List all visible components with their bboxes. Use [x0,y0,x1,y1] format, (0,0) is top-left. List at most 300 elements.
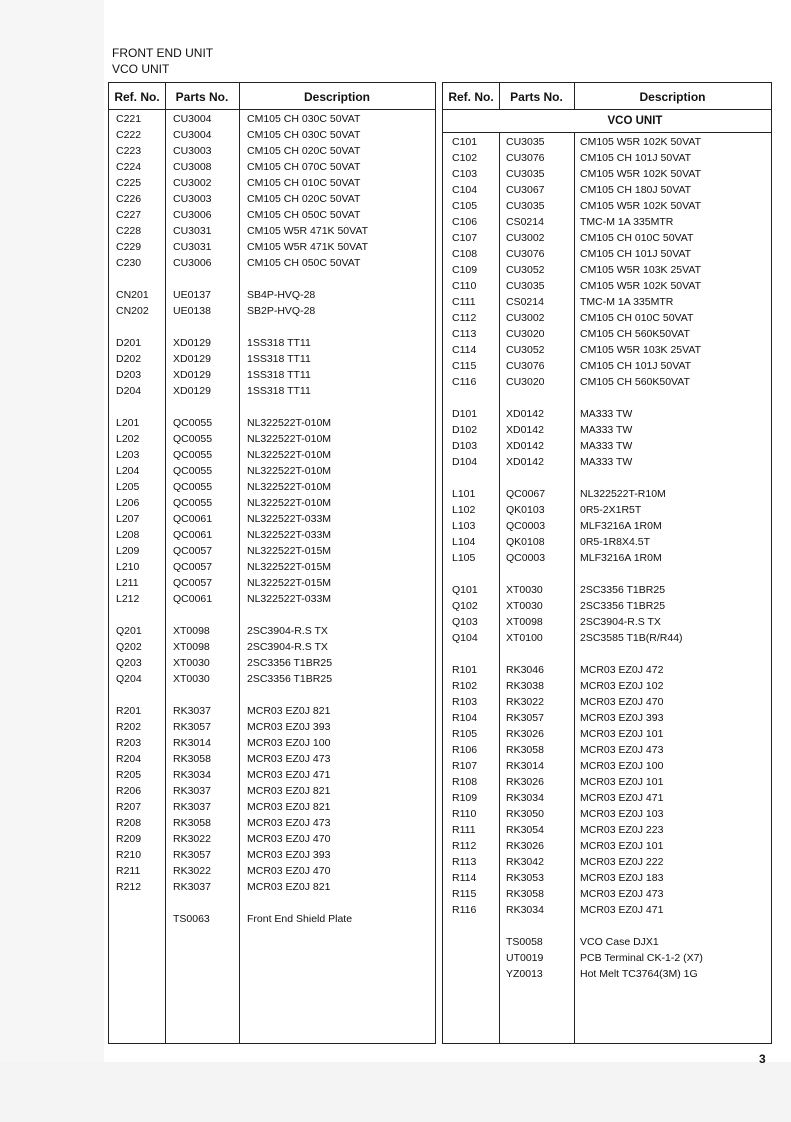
part-number-cell: RK3038 [506,680,544,692]
part-number-cell: RK3053 [506,872,544,884]
description-cell: CM105 W5R 103K 25VAT [580,344,701,356]
ref-cell: D201 [116,337,142,349]
description-cell: CM105 W5R 471K 50VAT [247,225,368,237]
table-row [443,198,771,214]
part-number-cell: CU3004 [173,113,212,125]
table-row [443,582,771,598]
part-number-cell: QC0055 [173,449,213,461]
ref-cell: L208 [116,529,140,541]
ref-cell: Q202 [116,641,142,653]
table-row [443,470,771,486]
table-row [109,607,435,623]
part-number-cell: CU3052 [506,264,545,276]
ref-cell: L210 [116,561,140,573]
parts-list [443,134,771,982]
ref-cell: R105 [452,728,478,740]
part-number-cell: QK0108 [506,536,545,548]
ref-cell: R116 [452,904,477,916]
ref-cell: C230 [116,257,142,269]
part-number-cell: XT0100 [506,632,543,644]
ref-cell: C114 [452,344,477,356]
table-row [443,278,771,294]
document-header [112,45,213,77]
parts-table-vco [442,82,772,1044]
part-number-cell: RK3037 [173,705,211,717]
ref-cell: R210 [116,849,142,861]
table-row [443,838,771,854]
ref-cell: R112 [452,840,477,852]
ref-cell: D202 [116,353,142,365]
description-cell: NL322522T-010M [247,417,332,429]
table-row [443,406,771,422]
scan-bottom-shade [0,1062,791,1122]
part-number-cell: RK3034 [506,792,544,804]
table-row [443,726,771,742]
table-row [443,806,771,822]
part-number-cell: RK3037 [173,801,211,813]
part-number-cell: CU3076 [506,152,545,164]
ref-cell: R115 [452,888,477,900]
ref-cell: R203 [116,737,142,749]
ref-cell: D203 [116,369,142,381]
part-number-cell: RK3037 [173,881,211,893]
table-row [109,639,435,655]
part-number-cell: RK3022 [173,865,211,877]
vco-section-title: VCO UNIT [499,110,771,132]
description-cell: MCR03 EZ0J 100 [247,737,331,749]
ref-cell: Q204 [116,673,142,685]
description-cell: 1SS318 TT11 [247,353,311,365]
table-row [109,207,435,223]
section-divider [443,132,771,133]
description-cell: CM105 W5R 102K 50VAT [580,280,701,292]
description-cell: MA333 TW [580,424,633,436]
ref-cell: C103 [452,168,478,180]
ref-cell: C221 [116,113,142,125]
table-row [443,566,771,582]
ref-cell: D204 [116,385,142,397]
description-cell: MCR03 EZ0J 471 [247,769,331,781]
table-row [443,646,771,662]
description-cell: CM105 W5R 103K 25VAT [580,264,701,276]
part-number-cell: RK3026 [506,776,544,788]
part-number-cell: CU3008 [173,161,212,173]
ref-cell: R209 [116,833,142,845]
part-number-cell: CU3002 [506,312,545,324]
description-cell: MCR03 EZ0J 473 [247,753,331,765]
page-number: 3 [759,1052,766,1066]
ref-cell: L202 [116,433,140,445]
description-cell: NL322522T-010M [247,465,332,477]
col-header-description: Description [303,90,370,104]
ref-cell: R104 [452,712,478,724]
table-row [443,374,771,390]
table-row [443,310,771,326]
table-row [443,854,771,870]
description-cell: MCR03 EZ0J 393 [247,721,331,733]
scan-edge-shade [0,0,104,1122]
description-cell: TMC-M 1A 335MTR [580,216,674,228]
table-row [109,671,435,687]
ref-cell: C101 [452,136,478,148]
ref-cell: C111 [452,296,476,308]
description-cell: CM105 CH 101J 50VAT [580,152,692,164]
table-row [109,815,435,831]
description-cell: SB4P-HVQ-28 [247,289,316,301]
ref-cell: L203 [116,449,140,461]
table-row [109,287,435,303]
part-number-cell: CU3031 [173,241,212,253]
description-cell: NL322522T-010M [247,497,332,509]
part-number-cell: XD0129 [173,337,211,349]
part-number-cell: XD0142 [506,408,544,420]
ref-cell: Q203 [116,657,142,669]
table-row [443,150,771,166]
description-cell: CM105 CH 560K50VAT [580,328,690,340]
table-row [443,614,771,630]
description-cell: CM105 CH 180J 50VAT [580,184,692,196]
table-row [443,934,771,950]
ref-cell: C104 [452,184,478,196]
description-cell: TMC-M 1A 335MTR [580,296,674,308]
description-cell: 1SS318 TT11 [247,385,311,397]
description-cell: MCR03 EZ0J 821 [247,785,331,797]
ref-cell: L204 [116,465,140,477]
table-row [109,335,435,351]
table-row [109,511,435,527]
description-cell: NL322522T-033M [247,513,332,525]
ref-cell: R201 [116,705,142,717]
table-row [109,623,435,639]
description-cell: CM105 W5R 102K 50VAT [580,200,701,212]
part-number-cell: CU3076 [506,248,545,260]
table-row [109,255,435,271]
ref-cell: C106 [452,216,478,228]
ref-cell: R101 [452,664,478,676]
description-cell: 2SC3356 T1BR25 [580,584,666,596]
table-row [109,751,435,767]
description-cell: Front End Shield Plate [247,913,353,925]
part-number-cell: XT0030 [506,584,543,596]
ref-cell: Q104 [452,632,478,644]
description-cell: CM105 CH 030C 50VAT [247,129,361,141]
ref-cell: D103 [452,440,478,452]
part-number-cell: CU3006 [173,209,212,221]
description-cell: PCB Terminal CK-1-2 (X7) [580,952,703,964]
part-number-cell: QC0003 [506,552,546,564]
table-row [109,527,435,543]
description-cell: NL322522T-015M [247,561,332,573]
table-row [109,591,435,607]
table-row [109,879,435,895]
table-row [109,111,435,127]
description-cell: 2SC3356 T1BR25 [247,673,333,685]
part-number-cell: RK3022 [506,696,544,708]
description-cell: MCR03 EZ0J 821 [247,881,331,893]
table-row [443,358,771,374]
table-row [443,870,771,886]
part-number-cell: QC0055 [173,465,213,477]
description-cell: SB2P-HVQ-28 [247,305,316,317]
ref-cell: L104 [452,536,476,548]
description-cell: NL322522T-015M [247,545,332,557]
ref-cell: R206 [116,785,142,797]
table-row [109,783,435,799]
table-row [443,390,771,406]
description-cell: 2SC3904-R.S TX [247,625,328,637]
description-cell: CM105 CH 020C 50VAT [247,145,361,157]
table-row [443,662,771,678]
part-number-cell: CU3076 [506,360,545,372]
ref-cell: R204 [116,753,142,765]
part-number-cell: UT0019 [506,952,544,964]
description-cell: CM105 CH 010C 50VAT [580,312,694,324]
ref-cell: R109 [452,792,478,804]
ref-cell: CN201 [116,289,149,301]
ref-cell: R107 [452,760,478,772]
header-divider [109,109,435,110]
part-number-cell: QC0057 [173,577,213,589]
part-number-cell: RK3022 [173,833,211,845]
table-row [109,351,435,367]
part-number-cell: XD0129 [173,369,211,381]
ref-cell: C112 [452,312,477,324]
part-number-cell: QC0061 [173,529,213,541]
ref-cell: L206 [116,497,140,509]
description-cell: 1SS318 TT11 [247,369,311,381]
table-row [109,463,435,479]
part-number-cell: RK3058 [173,753,211,765]
table-row [109,543,435,559]
table-row [443,550,771,566]
table-row [443,886,771,902]
part-number-cell: XD0142 [506,456,544,468]
ref-cell: C102 [452,152,478,164]
description-cell: MCR03 EZ0J 103 [580,808,664,820]
description-cell: MCR03 EZ0J 470 [247,865,331,877]
ref-cell: L102 [452,504,476,516]
table-row [443,598,771,614]
table-row [109,367,435,383]
table-row [443,822,771,838]
ref-cell: L209 [116,545,140,557]
ref-cell: R103 [452,696,478,708]
table-row [443,534,771,550]
table-row [443,694,771,710]
sub-title: VCO UNIT [112,62,170,76]
parts-table-front-end [108,82,436,1044]
part-number-cell: RK3026 [506,840,544,852]
table-row [109,447,435,463]
ref-cell: R106 [452,744,478,756]
table-row [443,966,771,982]
description-cell: MCR03 EZ0J 473 [580,888,664,900]
part-number-cell: RK3054 [506,824,544,836]
description-cell: MCR03 EZ0J 470 [580,696,664,708]
part-number-cell: QC0055 [173,497,213,509]
ref-cell: L201 [116,417,140,429]
ref-cell: C223 [116,145,142,157]
ref-cell: R211 [116,865,141,877]
part-number-cell: CU3004 [173,129,212,141]
table-row [443,214,771,230]
ref-cell: Q102 [452,600,478,612]
description-cell: CM105 CH 560K50VAT [580,376,690,388]
description-cell: NL322522T-010M [247,433,332,445]
table-row [109,239,435,255]
part-number-cell: RK3014 [173,737,211,749]
ref-cell: D101 [452,408,478,420]
part-number-cell: XT0030 [506,600,543,612]
description-cell: MCR03 EZ0J 821 [247,705,331,717]
description-cell: CM105 CH 020C 50VAT [247,193,361,205]
ref-cell: C108 [452,248,478,260]
description-cell: CM105 W5R 471K 50VAT [247,241,368,253]
table-row [443,742,771,758]
part-number-cell: RK3026 [506,728,544,740]
description-cell: CM105 W5R 102K 50VAT [580,136,701,148]
part-number-cell: XD0129 [173,353,211,365]
table-row [443,710,771,726]
ref-cell: R202 [116,721,142,733]
description-cell: MLF3216A 1R0M [580,520,662,532]
part-number-cell: RK3057 [173,849,211,861]
ref-cell: R207 [116,801,142,813]
ref-cell: C109 [452,264,478,276]
part-number-cell: XD0142 [506,424,544,436]
part-number-cell: CU3035 [506,200,545,212]
ref-cell: C225 [116,177,142,189]
ref-cell: C222 [116,129,142,141]
part-number-cell: XT0030 [173,673,210,685]
description-cell: MA333 TW [580,408,633,420]
ref-cell: L207 [116,513,140,525]
ref-cell: C115 [452,360,477,372]
table-row [443,342,771,358]
ref-cell: Q101 [452,584,478,596]
table-row [109,399,435,415]
part-number-cell: RK3034 [506,904,544,916]
table-row [109,223,435,239]
table-row [443,902,771,918]
description-cell: MCR03 EZ0J 222 [580,856,664,868]
table-row [443,630,771,646]
table-row [443,294,771,310]
table-row [443,518,771,534]
description-cell: MCR03 EZ0J 471 [580,792,664,804]
description-cell: MCR03 EZ0J 473 [580,744,664,756]
part-number-cell: CU3003 [173,145,212,157]
part-number-cell: QK0103 [506,504,545,516]
description-cell: MCR03 EZ0J 102 [580,680,664,692]
part-number-cell: RK3058 [506,888,544,900]
description-cell: VCO Case DJX1 [580,936,659,948]
part-number-cell: QC0055 [173,417,213,429]
ref-cell: D102 [452,424,478,436]
parts-list [109,111,435,927]
description-cell: CM105 W5R 102K 50VAT [580,168,701,180]
table-row [109,719,435,735]
table-row [109,191,435,207]
ref-cell: C116 [452,376,477,388]
ref-cell: C229 [116,241,142,253]
part-number-cell: XT0098 [506,616,543,628]
table-row [443,422,771,438]
table-row [109,319,435,335]
table-row [443,502,771,518]
description-cell: 2SC3356 T1BR25 [247,657,333,669]
part-number-cell: CU3035 [506,136,545,148]
part-number-cell: XT0030 [173,657,210,669]
description-cell: MCR03 EZ0J 471 [580,904,664,916]
ref-cell: C227 [116,209,142,221]
table-row [109,735,435,751]
ref-cell: C228 [116,225,142,237]
part-number-cell: QC0061 [173,513,213,525]
ref-cell: R208 [116,817,142,829]
description-cell: CM105 CH 030C 50VAT [247,113,361,125]
description-cell: MCR03 EZ0J 223 [580,824,664,836]
table-row [443,262,771,278]
ref-cell: C110 [452,280,477,292]
table-row [109,271,435,287]
part-number-cell: TS0063 [173,913,210,925]
description-cell: MCR03 EZ0J 101 [580,840,664,852]
table-row [443,790,771,806]
description-cell: MCR03 EZ0J 393 [580,712,664,724]
description-cell: MCR03 EZ0J 821 [247,801,331,813]
col-header-parts: Parts No. [510,90,563,104]
description-cell: MLF3216A 1R0M [580,552,662,564]
table-row [443,230,771,246]
ref-cell: R102 [452,680,478,692]
part-number-cell: QC0067 [506,488,546,500]
description-cell: 1SS318 TT11 [247,337,311,349]
ref-cell: L205 [116,481,140,493]
description-cell: NL322522T-033M [247,593,332,605]
part-number-cell: UE0138 [173,305,211,317]
part-number-cell: QC0055 [173,481,213,493]
table-row [443,166,771,182]
part-number-cell: QC0061 [173,593,213,605]
part-number-cell: RK3058 [506,744,544,756]
part-number-cell: RK3057 [173,721,211,733]
table-row [109,127,435,143]
part-number-cell: RK3057 [506,712,544,724]
part-number-cell: XD0129 [173,385,211,397]
description-cell: CM105 CH 050C 50VAT [247,257,361,269]
ref-cell: CN202 [116,305,149,317]
part-number-cell: XD0142 [506,440,544,452]
table-row [443,486,771,502]
description-cell: NL322522T-015M [247,577,332,589]
table-row [443,438,771,454]
part-number-cell: CU3002 [173,177,212,189]
col-header-parts: Parts No. [175,90,229,104]
description-cell: MCR03 EZ0J 100 [580,760,664,772]
description-cell: CM105 CH 050C 50VAT [247,209,361,221]
table-row [109,559,435,575]
part-number-cell: CU3020 [506,328,545,340]
part-number-cell: CU3002 [506,232,545,244]
description-cell: NL322522T-R10M [580,488,666,500]
table-row [109,143,435,159]
description-cell: CM105 CH 101J 50VAT [580,360,692,372]
ref-cell: R110 [452,808,477,820]
description-cell: Hot Melt TC3764(3M) 1G [580,968,698,980]
part-number-cell: RK3058 [173,817,211,829]
part-number-cell: QC0003 [506,520,546,532]
